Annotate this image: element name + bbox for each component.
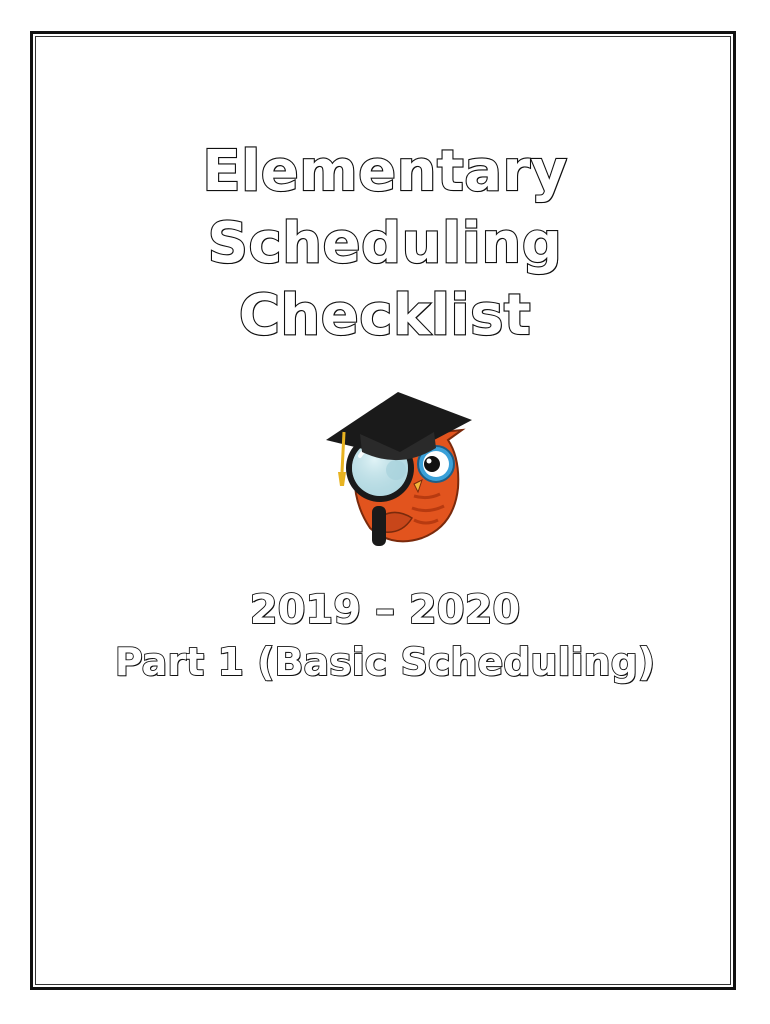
document-title xyxy=(0,136,770,352)
document-subtitle xyxy=(0,584,770,688)
title-line-1: Elementary xyxy=(202,139,568,204)
tassel xyxy=(342,432,344,472)
owl-mascot-icon xyxy=(322,388,478,552)
title-line-3: Checklist xyxy=(238,283,532,348)
school-year: 2019 – 2020 xyxy=(249,587,521,633)
part-label: Part 1 (Basic Scheduling) xyxy=(114,640,656,684)
title-line-2: Scheduling xyxy=(207,211,563,276)
